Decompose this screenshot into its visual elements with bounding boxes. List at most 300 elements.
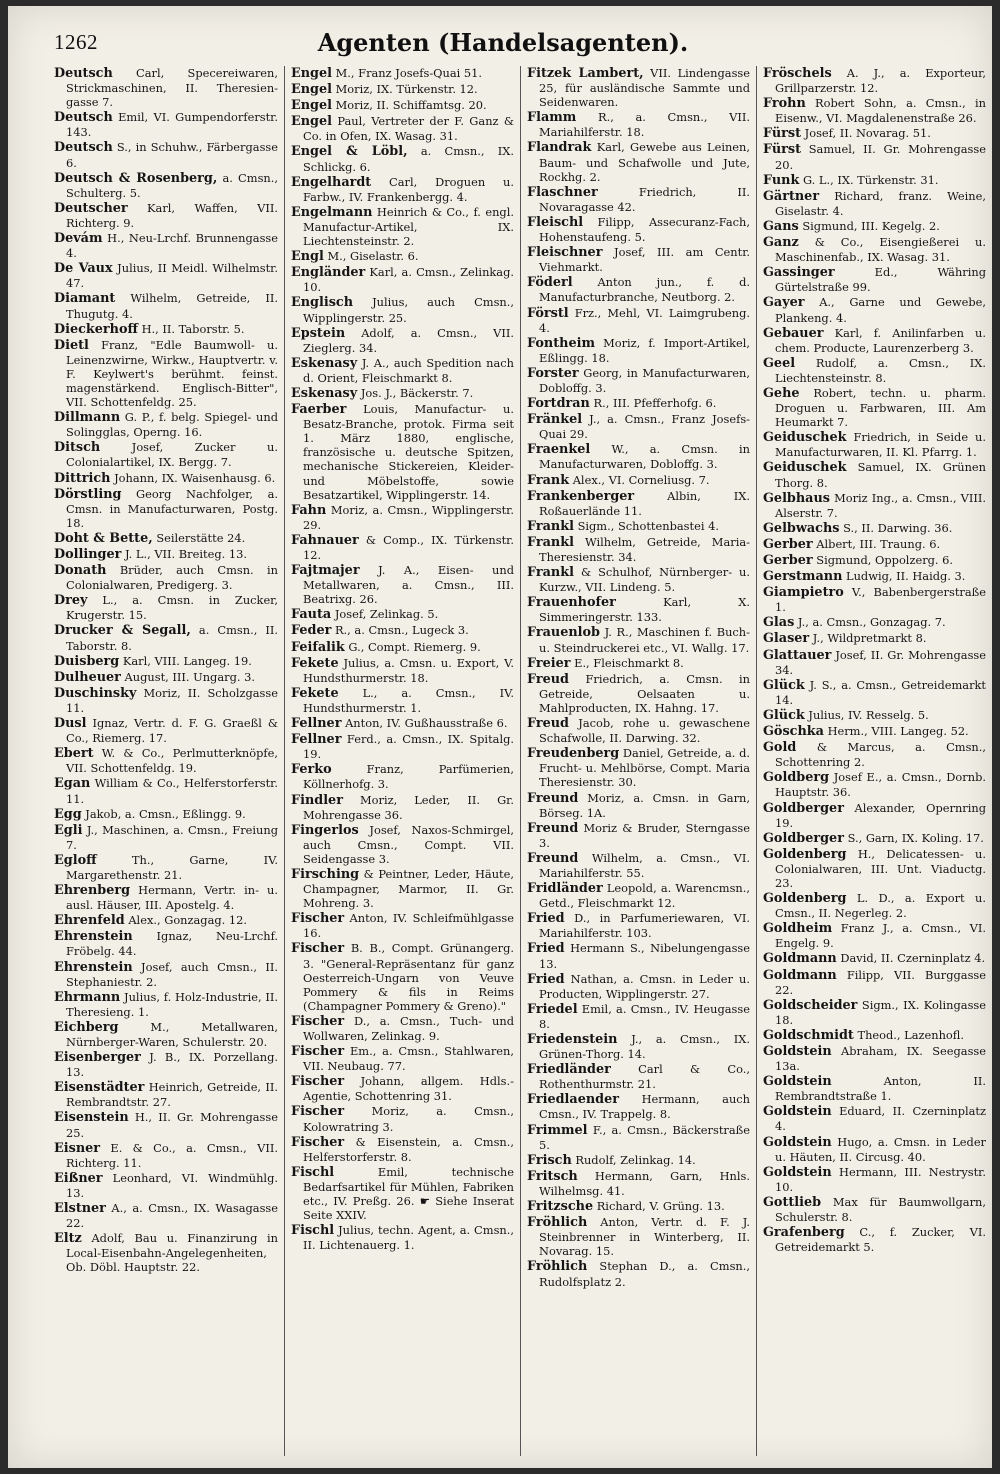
directory-entry bbox=[291, 563, 514, 606]
directory-entry bbox=[54, 883, 278, 912]
entry-name: Eltz bbox=[54, 1231, 82, 1247]
directory-entry bbox=[527, 851, 750, 880]
entry-name: Fischl bbox=[291, 1223, 335, 1239]
entry-name: Gerstmann bbox=[763, 569, 843, 585]
entry-details: S., in Schuhw., Färbergasse 6. bbox=[66, 140, 278, 170]
entry-name: Gerber bbox=[763, 553, 813, 568]
directory-entry bbox=[763, 569, 986, 584]
entry-name: Duisberg bbox=[54, 653, 120, 669]
directory-entry bbox=[763, 951, 986, 966]
directory-entry bbox=[527, 535, 750, 564]
entry-name: Friedländer bbox=[527, 1062, 611, 1078]
directory-entry bbox=[763, 326, 986, 355]
entry-name: Förstl bbox=[527, 305, 569, 321]
directory-entry bbox=[291, 1044, 514, 1073]
directory-entry bbox=[54, 440, 278, 469]
entry-details: L. D., a. Export u. Cmsn., II. Negerleg. 2. bbox=[775, 891, 986, 921]
entry-name: Dollinger bbox=[54, 547, 122, 562]
entry-details: & Peintner, Leder, Häute, Champagner, Marmor, II. Gr. Mohreng. 3. bbox=[303, 866, 514, 911]
directory-entry bbox=[763, 142, 986, 171]
entry-name: Engländer bbox=[291, 265, 366, 281]
directory-entry bbox=[291, 66, 514, 81]
entry-details: Friedrich, II. Novaragasse 42. bbox=[539, 184, 750, 214]
directory-entry bbox=[527, 66, 750, 109]
entry-name: Engel bbox=[291, 82, 333, 98]
entry-details: J., a. Cmsn., Gonzagag. 7. bbox=[797, 615, 946, 630]
entry-name: Engel bbox=[291, 98, 333, 114]
entry-details: E., Fleischmarkt 8. bbox=[574, 655, 684, 670]
entry-details: Leonhard, VI. Windmühlg. 13. bbox=[66, 1170, 278, 1200]
directory-entry bbox=[54, 110, 278, 139]
entry-name: Gelbwachs bbox=[763, 520, 840, 536]
entry-details: Adolf, a. Cmsn., VII. Zieglerg. 34. bbox=[303, 325, 514, 355]
directory-entry bbox=[291, 265, 514, 294]
directory-entry bbox=[763, 1195, 986, 1224]
entry-details: L., a. Cmsn. in Zucker, Krugerstr. 15. bbox=[66, 593, 278, 623]
entry-details: Paul, Vertreter der F. Ganz & Co. in Ofen, IX. Wasag. 31. bbox=[303, 114, 514, 144]
entry-details: Moriz & Bruder, Sterngasse 3. bbox=[539, 820, 751, 850]
entry-name: Fekete bbox=[291, 655, 339, 671]
directory-entry bbox=[291, 144, 514, 173]
entry-name: Fritsch bbox=[527, 1168, 578, 1184]
directory-entry bbox=[763, 891, 986, 920]
entry-name: Eisenstädter bbox=[54, 1080, 145, 1096]
entry-name: Feifalik bbox=[291, 639, 345, 655]
entry-name: Fellner bbox=[291, 716, 342, 732]
entry-details: B. B., Compt. Grünangerg. 3. "General-Repräsentanz für ganz Oesterreich-Ungarn von Veuve Pommery & fils in Reims (Champagner Pommery & Greno)." bbox=[303, 941, 514, 1013]
entry-name: Epstein bbox=[291, 325, 346, 341]
entry-details: M., Franz Josefs-Quai 51. bbox=[335, 66, 483, 80]
entry-details: Julius, a. Cmsn. u. Export, V. Hundsthurmerstr. 18. bbox=[303, 655, 514, 685]
directory-entry bbox=[763, 537, 986, 552]
directory-entry bbox=[527, 1199, 750, 1214]
entry-details: A., a. Cmsn., IX. Wasagasse 22. bbox=[66, 1201, 278, 1231]
directory-entry bbox=[291, 1223, 514, 1252]
entry-details: W., a. Cmsn. in Manufacturwaren, Dobloffg. 3. bbox=[539, 442, 750, 472]
entry-name: Geiduschek bbox=[763, 430, 847, 446]
directory-entry bbox=[291, 82, 514, 97]
entry-name: Ebert bbox=[54, 746, 94, 762]
entry-name: Frauenlob bbox=[527, 625, 600, 641]
entry-name: Fingerlos bbox=[291, 822, 359, 838]
entry-details: Heinrich, Getreide, II. Rembrandtstr. 27. bbox=[66, 1080, 278, 1110]
entry-name: Glattauer bbox=[763, 647, 832, 663]
entry-name: Egg bbox=[54, 806, 82, 822]
directory-entry bbox=[54, 338, 278, 409]
directory-entry bbox=[527, 336, 750, 365]
entry-name: Goldstein bbox=[763, 1104, 832, 1120]
directory-entry bbox=[527, 1092, 750, 1121]
directory-entry bbox=[54, 654, 278, 669]
directory-entry bbox=[527, 245, 750, 274]
directory-entry bbox=[527, 1169, 750, 1198]
entry-details: Carl, Droguen u. Farbw., IV. Frankenbergg. 4. bbox=[303, 174, 514, 204]
directory-entry bbox=[54, 66, 278, 109]
directory-entry bbox=[763, 1225, 986, 1254]
directory-entry bbox=[54, 261, 278, 290]
directory-entry bbox=[54, 410, 278, 439]
entry-details: J., Maschinen, a. Cmsn., Freiung 7. bbox=[66, 822, 278, 852]
entry-details: Carl & Co., Rothenthurmstr. 21. bbox=[539, 1062, 751, 1092]
entry-details: Richard, franz. Weine, Giselastr. 4. bbox=[775, 188, 986, 218]
directory-entry bbox=[54, 929, 278, 958]
directory-entry bbox=[291, 607, 514, 622]
entry-name: Glück bbox=[763, 677, 805, 693]
directory-entry bbox=[527, 140, 750, 183]
entry-name: Glück bbox=[763, 707, 805, 723]
entry-name: Freund bbox=[527, 790, 579, 806]
entry-details: Karl, a. Cmsn., Zelinkag. 10. bbox=[303, 265, 515, 295]
entry-name: Ehrenstein bbox=[54, 929, 133, 945]
entry-name: Fraenkel bbox=[527, 442, 591, 458]
entry-details: & Marcus, a. Cmsn., Schottenring 2. bbox=[775, 740, 987, 770]
entry-name: Fellner bbox=[291, 732, 342, 748]
entry-name: Gayer bbox=[763, 295, 805, 311]
entry-details: Samuel, II. Gr. Mohrengasse 20. bbox=[775, 142, 986, 172]
entry-name: Ehrmann bbox=[54, 989, 121, 1005]
directory-entry bbox=[763, 173, 986, 188]
entry-name: Friedenstein bbox=[527, 1032, 618, 1047]
entry-details: David, II. Czerninplatz 4. bbox=[840, 951, 986, 966]
entry-details: H., Neu-Lrchf. Brunnengasse 4. bbox=[66, 231, 278, 261]
directory-entry bbox=[527, 941, 750, 970]
entry-details: Hermann, Garn, Hnls. Wilhelmsg. 41. bbox=[539, 1168, 750, 1198]
entry-details: F., a. Cmsn., Bäckerstraße 5. bbox=[539, 1122, 750, 1152]
entry-name: Fischer bbox=[291, 911, 345, 927]
entry-details: Robert, techn. u. pharm. Droguen u. Farbwaren, III. Am Heumarkt 7. bbox=[775, 385, 986, 430]
entry-name: Engelmann bbox=[291, 204, 373, 220]
directory-entry bbox=[54, 686, 278, 715]
directory-entry bbox=[763, 1028, 986, 1043]
entry-details: Abraham, IX. Seegasse 13a. bbox=[775, 1044, 987, 1074]
entry-name: Goldstein bbox=[763, 1164, 832, 1180]
entry-details: Josef, auch Cmsn., II. Stephaniestr. 2. bbox=[66, 959, 278, 989]
entry-name: Engel bbox=[291, 114, 333, 130]
entry-details: J., a. Cmsn., IX. Grünen-Thorg. 14. bbox=[539, 1032, 750, 1062]
entry-name: Egli bbox=[54, 822, 83, 838]
directory-entry bbox=[527, 716, 750, 745]
entry-details: C., f. Zucker, VI. Getreidemarkt 5. bbox=[775, 1225, 986, 1255]
entry-name: Fajtmajer bbox=[291, 563, 360, 579]
entry-details: & Schulhof, Nürnberger- u. Kurzw., VII. Lindeng. 5. bbox=[539, 565, 751, 595]
entry-name: Frisch bbox=[527, 1152, 572, 1168]
entry-name: Frankl bbox=[527, 518, 574, 534]
entry-name: Frankl bbox=[527, 534, 574, 550]
directory-entry bbox=[527, 595, 750, 624]
directory-entry bbox=[291, 402, 514, 502]
entry-name: Dörstling bbox=[54, 486, 122, 502]
entry-details: Moriz, a. Cmsn., Kolowratring 3. bbox=[303, 1104, 515, 1134]
entry-details: H., II. Gr. Mohrengasse 25. bbox=[66, 1110, 278, 1140]
entry-name: Föderl bbox=[527, 275, 573, 291]
entry-details: Georg Nachfolger, a. Cmsn. in Manufacturwaren, Postg. 18. bbox=[66, 486, 279, 530]
entry-details: Anton, II. Rembrandtstraße 1. bbox=[775, 1074, 986, 1104]
entry-name: Goldstein bbox=[763, 1074, 832, 1090]
directory-entry bbox=[291, 1014, 514, 1043]
directory-entry bbox=[527, 1259, 750, 1288]
entry-details: Sigmund, Oppolzerg. 6. bbox=[816, 553, 954, 567]
entry-name: Goldberger bbox=[763, 800, 844, 816]
entry-name: Fischer bbox=[291, 1104, 345, 1120]
entry-name: Dieckerhoff bbox=[54, 321, 138, 337]
directory-entry bbox=[291, 640, 514, 655]
entry-details: G. P., f. belg. Spiegel- und Solingglas, Operng. 16. bbox=[66, 410, 279, 440]
entry-details: Seilerstätte 24. bbox=[156, 530, 246, 545]
entry-details: & Comp., IX. Türkenstr. 12. bbox=[303, 532, 514, 562]
entry-name: Doht & Bette, bbox=[54, 530, 153, 546]
directory-entry bbox=[527, 306, 750, 335]
entry-details: Julius, f. Holz-Industrie, II. Theresieng. 1. bbox=[66, 989, 278, 1019]
directory-entry bbox=[54, 471, 278, 486]
entry-name: Frauenhofer bbox=[527, 595, 616, 611]
entry-name: Firsching bbox=[291, 866, 360, 882]
entry-name: Fried bbox=[527, 941, 565, 957]
entry-name: Eisenberger bbox=[54, 1050, 141, 1066]
entry-name: Englisch bbox=[291, 295, 354, 311]
entry-details: a. Cmsn., Schulterg. 5. bbox=[66, 170, 278, 200]
entry-name: Gerber bbox=[763, 536, 813, 552]
entry-name: Gehe bbox=[763, 385, 800, 401]
directory-entry bbox=[54, 593, 278, 622]
entry-details: Emil, technische Bedarfsartikel für Mühlen, Fabriken etc., IV. Preßg. 26. ☛ Siehe Inserat Seite XXIV. bbox=[303, 1164, 514, 1223]
entry-details: Jakob, a. Cmsn., Eßlingg. 9. bbox=[85, 806, 246, 821]
entry-name: Deutsch bbox=[54, 140, 113, 156]
entry-name: Donath bbox=[54, 563, 107, 579]
entry-details: Jos. J., Bäckerstr. 7. bbox=[360, 385, 474, 400]
entry-name: Engel & Löbl, bbox=[291, 144, 408, 160]
entry-details: J. A., Eisen- und Metallwaren, a. Cmsn., III. Beatrixg. 26. bbox=[303, 563, 515, 607]
column-4 bbox=[756, 66, 992, 1456]
directory-entry bbox=[54, 531, 278, 546]
directory-entry bbox=[527, 1002, 750, 1031]
directory-entry bbox=[527, 1153, 750, 1168]
entry-name: Gans bbox=[763, 218, 799, 234]
directory-entry bbox=[763, 460, 986, 489]
entry-details: Moriz, a. Cmsn. in Garn, Börseg. 1A. bbox=[539, 790, 750, 820]
entry-details: Carl, Specereiwaren, Strickmaschinen, II. Theresien-gasse 7. bbox=[66, 66, 279, 110]
directory-entry bbox=[54, 1141, 278, 1170]
directory-entry bbox=[763, 648, 986, 677]
entry-name: Fleischl bbox=[527, 214, 584, 230]
entry-details: a. Cmsn., II. Taborstr. 8. bbox=[66, 623, 279, 653]
directory-entry bbox=[527, 110, 750, 139]
entry-name: Dulheuer bbox=[54, 669, 121, 685]
entry-name: Freund bbox=[527, 850, 579, 866]
entry-details: Th., Garne, IV. Margarethenstr. 21. bbox=[66, 852, 278, 882]
directory-entry bbox=[527, 746, 750, 789]
directory-entry bbox=[763, 491, 986, 520]
entry-details: Julius, II Meidl. Wilhelmstr. 47. bbox=[66, 261, 278, 291]
directory-entry bbox=[54, 823, 278, 852]
directory-entry bbox=[763, 631, 986, 646]
entry-name: Frankenberger bbox=[527, 488, 635, 504]
entry-details: Josef, II. Novarag. 51. bbox=[804, 126, 931, 141]
entry-details: Alex., Gonzagag. 12. bbox=[128, 913, 248, 928]
entry-details: Karl, VIII. Langeg. 19. bbox=[122, 653, 252, 668]
entry-name: Funk bbox=[763, 172, 800, 188]
entry-name: Faerber bbox=[291, 402, 347, 418]
directory-entry bbox=[54, 1080, 278, 1109]
directory-entry bbox=[291, 941, 514, 1012]
directory-entry bbox=[763, 1165, 986, 1194]
directory-entry bbox=[54, 960, 278, 989]
entry-details: Richard, V. Grüng. 13. bbox=[596, 1199, 725, 1214]
entry-details: Karl, Gewebe aus Leinen, Baum- und Schafwolle und Jute, Rockhg. 2. bbox=[539, 140, 750, 184]
entry-details: Anton, IV. Schleifmühlgasse 16. bbox=[303, 911, 514, 941]
entry-details: Wilhelm, a. Cmsn., VI. Mariahilferstr. 55. bbox=[539, 850, 750, 880]
directory-entry bbox=[527, 473, 750, 488]
column-1 bbox=[48, 66, 284, 1456]
directory-entry bbox=[763, 921, 986, 950]
entry-details: Leopold, a. Warencmsn., Getd., Fleischmarkt 12. bbox=[539, 881, 751, 911]
directory-columns bbox=[48, 66, 992, 1456]
entry-details: W. & Co., Perlmutterknöpfe, VII. Schottenfeldg. 19. bbox=[66, 746, 278, 776]
directory-entry bbox=[291, 686, 514, 715]
directory-entry bbox=[763, 708, 986, 723]
directory-entry bbox=[291, 249, 514, 264]
directory-entry bbox=[291, 175, 514, 204]
directory-entry bbox=[763, 724, 986, 739]
entry-name: Fischer bbox=[291, 941, 345, 957]
entry-details: Moriz, a. Cmsn., Wipplingerstr. 29. bbox=[303, 502, 514, 532]
entry-details: J. B., IX. Porzellang. 13. bbox=[66, 1050, 278, 1080]
directory-entry bbox=[527, 412, 750, 441]
entry-details: M., Metallwaren, Nürnberger-Waren, Schulerstr. 20. bbox=[66, 1019, 278, 1049]
directory-entry bbox=[527, 972, 750, 1001]
directory-entry bbox=[763, 356, 986, 385]
entry-name: Fischer bbox=[291, 1074, 345, 1090]
directory-entry bbox=[291, 295, 514, 324]
directory-entry bbox=[527, 1032, 750, 1061]
entry-name: Freier bbox=[527, 655, 571, 671]
entry-name: Goldenberg bbox=[763, 891, 847, 907]
directory-entry bbox=[763, 678, 986, 707]
entry-name: Glaser bbox=[763, 631, 810, 647]
directory-entry bbox=[763, 96, 986, 125]
entry-details: A., Garne und Gewebe, Plankeng. 4. bbox=[775, 295, 986, 325]
entry-details: H., Delicatessen- u. Colonialwaren, III. Unt. Viaductg. 23. bbox=[775, 846, 987, 890]
entry-name: Drey bbox=[54, 593, 88, 609]
entry-name: Fitzek Lambert, bbox=[527, 66, 644, 81]
entry-details: V., Babenbergerstraße 1. bbox=[775, 585, 987, 615]
directory-entry bbox=[54, 623, 278, 652]
entry-details: Emil, a. Cmsn., IV. Heugasse 8. bbox=[539, 1001, 750, 1031]
entry-details: & Co., Eisengießerei u. Maschinenfab., IX. Wasag. 31. bbox=[775, 235, 986, 265]
entry-name: Fröschels bbox=[763, 66, 832, 81]
directory-entry bbox=[763, 219, 986, 234]
entry-details: Emil, VI. Gumpendorferstr. 143. bbox=[66, 110, 278, 140]
directory-entry bbox=[291, 98, 514, 113]
entry-details: Filipp, Assecuranz-Fach, Hohenstaufeng. 5. bbox=[539, 214, 750, 245]
directory-entry bbox=[763, 295, 986, 324]
directory-entry bbox=[54, 231, 278, 260]
entry-details: Franz J., a. Cmsn., VI. Engelg. 9. bbox=[775, 921, 986, 951]
directory-entry bbox=[54, 547, 278, 562]
entry-details: Johann, allgem. Hdls.-Agentie, Schottenring 31. bbox=[303, 1074, 514, 1104]
directory-entry bbox=[291, 533, 514, 562]
column-2 bbox=[284, 66, 520, 1456]
directory-entry bbox=[54, 171, 278, 200]
entry-details: Moriz, II. Scholzgasse 11. bbox=[66, 685, 278, 715]
directory-entry bbox=[527, 489, 750, 518]
directory-entry bbox=[527, 565, 750, 594]
entry-name: Goldberg bbox=[763, 770, 830, 786]
directory-entry bbox=[291, 1074, 514, 1103]
entry-name: Ganz bbox=[763, 235, 799, 251]
entry-details: G., Compt. Riemerg. 9. bbox=[348, 639, 481, 654]
entry-name: Gold bbox=[763, 740, 797, 756]
directory-entry bbox=[527, 442, 750, 471]
entry-name: Egan bbox=[54, 776, 91, 792]
entry-details: Heinrich & Co., f. engl. Manufactur-Artikel, IX. Liechtensteinstr. 2. bbox=[303, 204, 514, 249]
entry-details: J. S., a. Cmsn., Getreidemarkt 14. bbox=[775, 677, 986, 707]
entry-details: Josef, III. am Centr. Viehmarkt. bbox=[539, 245, 751, 275]
entry-name: Duschinsky bbox=[54, 685, 137, 701]
directory-entry bbox=[54, 990, 278, 1019]
directory-entry bbox=[291, 1104, 514, 1133]
entry-name: Fröhlich bbox=[527, 1259, 588, 1275]
entry-details: Josef, Naxos-Schmirgel, auch Cmsn., Compt. VII. Seidengasse 3. bbox=[303, 822, 514, 866]
entry-name: Flamm bbox=[527, 110, 577, 126]
directory-entry bbox=[291, 732, 514, 761]
entry-name: Ehrenfeld bbox=[54, 913, 125, 929]
entry-name: Devám bbox=[54, 231, 103, 247]
entry-name: Flandrak bbox=[527, 140, 592, 156]
entry-name: Frankl bbox=[527, 565, 574, 581]
entry-details: Hermann, auch Cmsn., IV. Trappelg. 8. bbox=[539, 1092, 751, 1122]
entry-details: Franz, Parfümerien, Köllnerhofg. 3. bbox=[303, 762, 514, 792]
entry-name: Fontheim bbox=[527, 335, 595, 351]
directory-entry bbox=[54, 1201, 278, 1230]
entry-name: Goldschmidt bbox=[763, 1027, 854, 1043]
entry-details: D., a. Cmsn., Tuch- und Wollwaren, Zelinkag. 9. bbox=[303, 1013, 515, 1043]
entry-details: Herm., VIII. Langeg. 52. bbox=[827, 724, 969, 739]
page-number: 1262 bbox=[54, 30, 98, 54]
entry-details: Hermann S., Nibelungengasse 13. bbox=[539, 941, 750, 971]
entry-name: Eißner bbox=[54, 1170, 103, 1186]
entry-details: Theod., Lazenhofl. bbox=[857, 1027, 965, 1042]
entry-name: Fürst bbox=[763, 126, 802, 142]
entry-details: Rudolf, Zelinkag. 14. bbox=[575, 1152, 696, 1167]
entry-details: Johann, IX. Waisenhausg. 6. bbox=[114, 470, 276, 485]
entry-name: Dietl bbox=[54, 337, 89, 353]
entry-name: Fischl bbox=[291, 1164, 335, 1180]
entry-name: Fischer bbox=[291, 1044, 345, 1060]
entry-details: Eduard, II. Czerninplatz 4. bbox=[775, 1104, 986, 1134]
directory-entry bbox=[763, 126, 986, 141]
directory-entry bbox=[291, 386, 514, 401]
entry-details: Filipp, VII. Burggasse 22. bbox=[775, 967, 986, 997]
directory-entry bbox=[54, 913, 278, 928]
directory-entry bbox=[763, 1044, 986, 1073]
entry-details: Ignaz, Neu-Lrchf. Fröbelg. 44. bbox=[66, 929, 278, 959]
entry-name: Frohn bbox=[763, 96, 806, 112]
entry-details: Moriz, f. Import-Artikel, Eßlingg. 18. bbox=[539, 335, 750, 365]
entry-details: Sigmund, III. Kegelg. 2. bbox=[802, 218, 940, 233]
entry-name: Ditsch bbox=[54, 440, 101, 456]
entry-name: Frimmel bbox=[527, 1122, 588, 1138]
entry-details: R., a. Cmsn., VII. Mariahilferstr. 18. bbox=[539, 110, 750, 140]
entry-details: D., in Parfumeriewaren, VI. Mariahilferstr. 103. bbox=[539, 911, 751, 941]
entry-name: Frank bbox=[527, 472, 570, 488]
entry-details: Albert, III. Traung. 6. bbox=[816, 536, 941, 551]
entry-name: De Vaux bbox=[54, 261, 113, 277]
entry-details: Frz., Mehl, VI. Laimgrubeng. 4. bbox=[539, 305, 750, 335]
entry-details: Josef E., a. Cmsn., Dornb. Hauptstr. 36. bbox=[775, 770, 986, 800]
directory-entry bbox=[763, 1135, 986, 1164]
entry-details: A. J., a. Exporteur, Grillparzerstr. 12. bbox=[775, 66, 986, 96]
entry-details: Friedrich, in Seide u. Manufacturwaren, II. Kl. Pfarrg. 1. bbox=[775, 430, 987, 460]
